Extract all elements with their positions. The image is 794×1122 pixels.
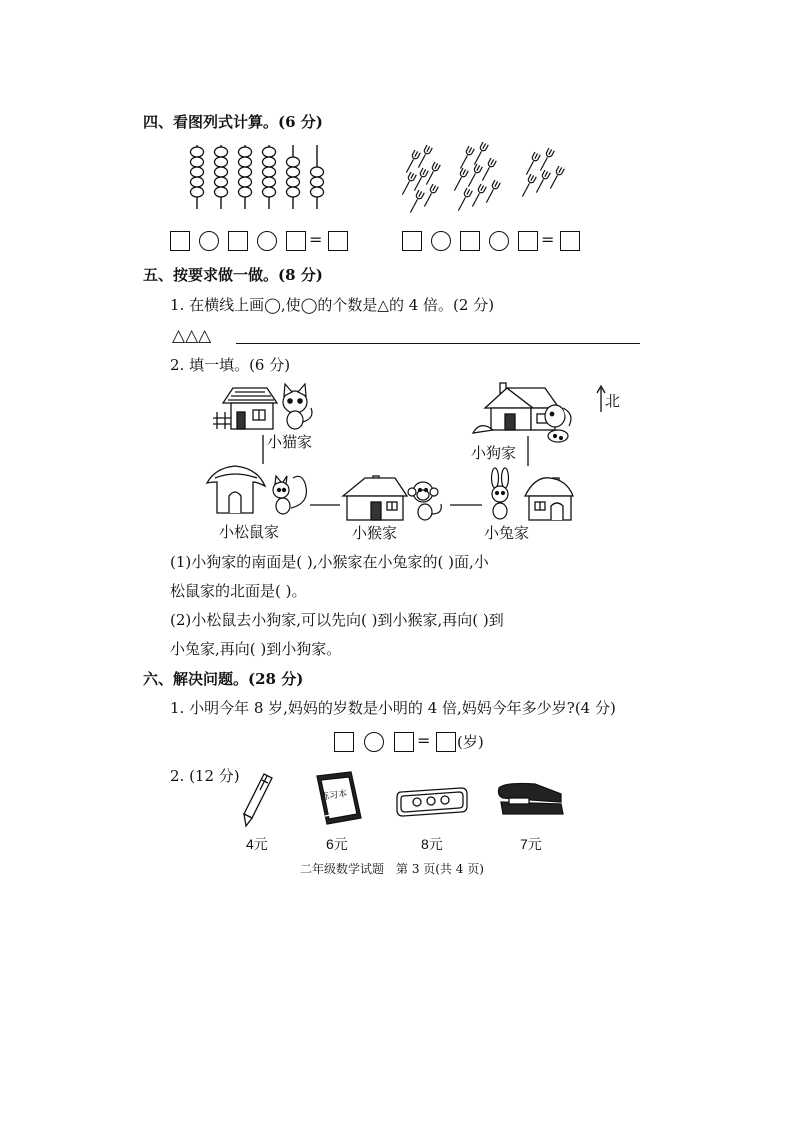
- fork-icon: [538, 148, 555, 172]
- skewer-bead: [287, 177, 300, 187]
- price-pen: 4元: [246, 836, 268, 852]
- price-notebook: 6元: [326, 836, 348, 852]
- skewer-bead: [215, 187, 228, 197]
- map-illustration: [195, 378, 635, 543]
- answer-box[interactable]: [328, 231, 348, 251]
- fork-icon: [408, 190, 425, 214]
- label-monkey-house: 小猴家: [352, 524, 398, 542]
- fork-icon: [484, 180, 501, 204]
- skewer-bead: [239, 177, 252, 187]
- skewer-bead: [191, 187, 204, 197]
- north-arrow-icon: [597, 386, 605, 412]
- operator-circle[interactable]: [431, 231, 451, 251]
- triangles: △△△: [172, 326, 212, 346]
- skewer-bead: [215, 147, 228, 157]
- skewer-bead: [191, 167, 204, 177]
- skewer-bead: [311, 187, 324, 197]
- skewers-illustration: [185, 145, 335, 213]
- question-6-1: 1. 小明今年 8 岁,妈妈的岁数是小明的 4 倍,妈妈今年多少岁?(4 分): [170, 699, 616, 717]
- label-dog-house: 小狗家: [471, 444, 517, 462]
- answer-box[interactable]: [560, 231, 580, 251]
- pencil-case-icon: [395, 782, 471, 822]
- operator-circle[interactable]: [489, 231, 509, 251]
- fork-icon: [472, 142, 489, 166]
- section-6-title: 六、解决问题。(28 分): [143, 670, 304, 688]
- fork-icon: [452, 168, 469, 192]
- skewer-bead: [239, 167, 252, 177]
- drawing-line[interactable]: [236, 343, 640, 344]
- equals-sign: =: [541, 230, 555, 249]
- squirrel-house-icon: [207, 466, 265, 513]
- skewer-bead: [263, 147, 276, 157]
- answer-box[interactable]: [460, 231, 480, 251]
- skewer-bead: [263, 177, 276, 187]
- question-5-2: 2. 填一填。(6 分): [170, 356, 291, 374]
- price-stapler: 7元: [520, 836, 542, 852]
- skewer-bead: [263, 157, 276, 167]
- fill-1-line-1: (1)小狗家的南面是( ),小猴家在小兔家的( )面,小: [170, 553, 489, 571]
- unit-label: (岁): [457, 733, 484, 751]
- skewer-bead: [263, 167, 276, 177]
- answer-box[interactable]: [286, 231, 306, 251]
- section-5-title: 五、按要求做一做。(8 分): [143, 266, 323, 284]
- answer-box[interactable]: [170, 231, 190, 251]
- notebook-label: 练习本: [319, 789, 348, 803]
- answer-box[interactable]: [394, 732, 414, 752]
- fill-2-line-1: (2)小松鼠去小狗家,可以先向( )到小猴家,再向( )到: [170, 611, 504, 629]
- fill-2-line-2: 小兔家,再向( )到小狗家。: [170, 640, 342, 658]
- skewer-bead: [215, 157, 228, 167]
- equals-sign: =: [309, 230, 323, 249]
- skewer-bead: [287, 167, 300, 177]
- monkey-house-icon: [343, 476, 407, 520]
- fork-icon: [400, 172, 417, 196]
- skewer-bead: [239, 147, 252, 157]
- page-footer: 二年级数学试题 第 3 页(共 4 页): [300, 862, 484, 876]
- section-4-title: 四、看图列式计算。(6 分): [143, 113, 323, 131]
- question-6-2: 2. (12 分): [170, 767, 240, 785]
- fork-icon: [470, 184, 487, 208]
- fork-icon: [466, 164, 483, 188]
- equals-sign: =: [417, 731, 431, 750]
- skewer-bead: [311, 177, 324, 187]
- price-pencil-case: 8元: [421, 836, 443, 852]
- label-squirrel-house: 小松鼠家: [219, 523, 280, 541]
- answer-box[interactable]: [402, 231, 422, 251]
- skewer-bead: [215, 167, 228, 177]
- skewer-bead: [287, 157, 300, 167]
- fork-icon: [520, 174, 537, 198]
- label-rabbit-house: 小兔家: [484, 524, 530, 542]
- answer-box[interactable]: [334, 732, 354, 752]
- skewer-bead: [191, 157, 204, 167]
- answer-box[interactable]: [436, 732, 456, 752]
- fork-icon: [548, 166, 565, 190]
- fork-icon: [524, 152, 541, 176]
- monkey-icon: [408, 482, 441, 520]
- skewer-bead: [239, 187, 252, 197]
- fill-1-line-2: 松鼠家的北面是( )。: [170, 582, 307, 600]
- operator-circle[interactable]: [257, 231, 277, 251]
- operator-circle[interactable]: [199, 231, 219, 251]
- question-5-1: 1. 在横线上画◯,使◯的个数是△的 4 倍。(2 分): [170, 296, 495, 314]
- fork-icon: [456, 188, 473, 212]
- pen-icon: [234, 772, 278, 830]
- answer-box[interactable]: [518, 231, 538, 251]
- stapler-icon: [495, 780, 567, 824]
- fork-icon: [422, 184, 439, 208]
- skewer-bead: [311, 167, 324, 177]
- skewer-bead: [215, 177, 228, 187]
- cat-icon: [283, 384, 312, 429]
- dog-house-icon: [473, 383, 559, 433]
- fork-icon: [534, 170, 551, 194]
- skewer-bead: [287, 187, 300, 197]
- skewer-bead: [191, 147, 204, 157]
- answer-box[interactable]: [228, 231, 248, 251]
- fork-icon: [480, 158, 497, 182]
- dog-icon: [545, 405, 571, 442]
- skewer-bead: [191, 177, 204, 187]
- cat-house-icon: [213, 388, 277, 429]
- fork-icon: [458, 146, 475, 170]
- skewer-bead: [239, 157, 252, 167]
- squirrel-icon: [273, 476, 306, 514]
- rabbit-house-icon: [525, 478, 573, 520]
- fork-icon: [404, 150, 421, 174]
- operator-circle[interactable]: [364, 732, 384, 752]
- label-north: 北: [605, 392, 621, 410]
- skewer-bead: [263, 187, 276, 197]
- rabbit-icon: [492, 468, 509, 519]
- forks-illustration: [405, 140, 585, 215]
- label-cat-house: 小猫家: [267, 433, 313, 451]
